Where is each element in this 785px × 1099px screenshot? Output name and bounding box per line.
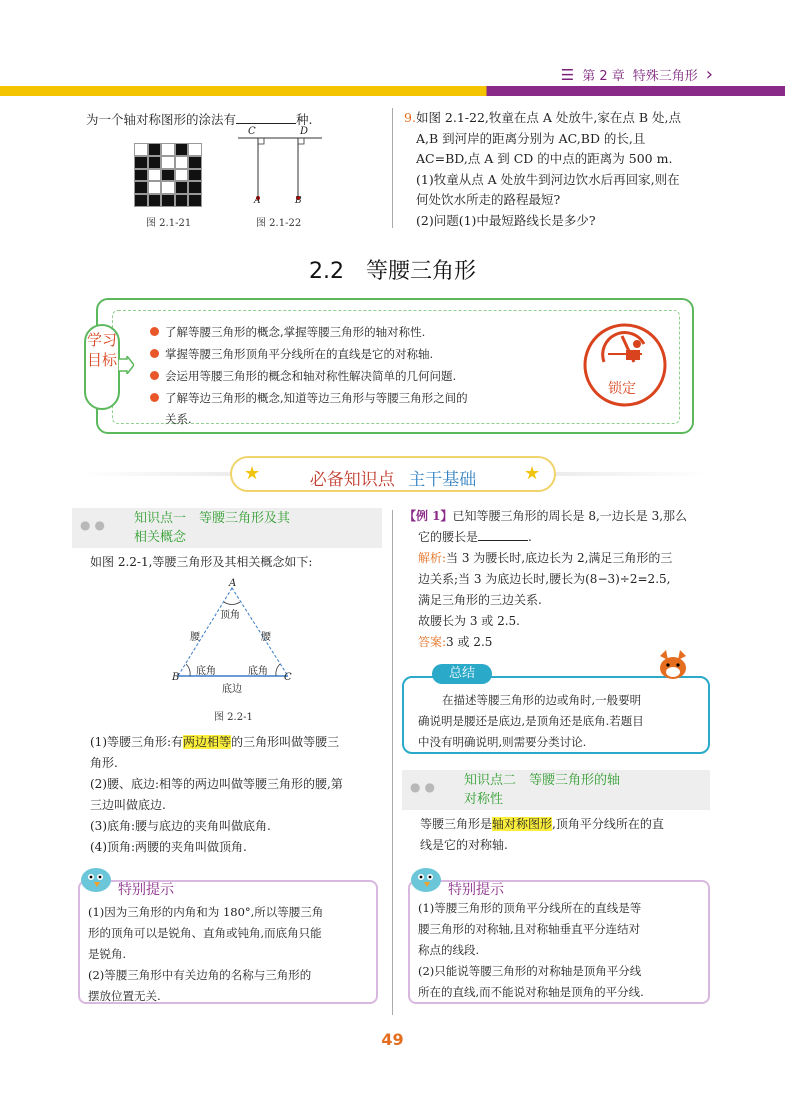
- grid-cell: [175, 169, 189, 182]
- tip1-content: [88, 902, 374, 1007]
- grid-cell: [134, 143, 148, 156]
- def-text: 的三角形叫做等腰三: [231, 735, 340, 749]
- fig-caption-2-1-21: 图 2.1-21: [146, 218, 192, 229]
- def-2: (2)腰、底边:相等的两边叫做等腰三角形的腰,第: [90, 777, 343, 791]
- chapter-title: 特殊三角形: [632, 69, 698, 84]
- def-text: (1)等腰三角形:有: [90, 735, 184, 749]
- kp1-definitions: [90, 732, 390, 858]
- fig-caption-2-1-22: 图 2.1-22: [256, 218, 302, 229]
- chapter-number: 第 2 章: [582, 69, 625, 84]
- grid-cell: [134, 156, 148, 169]
- kp1-title: [134, 509, 290, 547]
- vertex-C: C: [284, 672, 292, 683]
- grid-cell: [134, 169, 148, 182]
- fox-mascot-icon: [654, 648, 692, 682]
- chevron-right-icon[interactable]: ›: [705, 64, 713, 85]
- highlight-text: 两边相等: [183, 735, 232, 749]
- grid-cell: [188, 156, 202, 169]
- kp2-title: [464, 771, 620, 809]
- tip-line: 所在的直线,而不能说对称轴是顶角的平分线.: [418, 985, 644, 999]
- label-A: A: [254, 196, 261, 206]
- grid-cell: [161, 194, 175, 207]
- chapter-nav[interactable]: [561, 64, 713, 85]
- kp-dots: ●●: [80, 518, 109, 532]
- grid-cell: [161, 143, 175, 156]
- tip2-title: 特别提示: [448, 882, 504, 898]
- grid-cell: [148, 194, 162, 207]
- problem-number: 9.: [404, 110, 416, 125]
- grid-cell: [188, 181, 202, 194]
- kp2-line: [420, 814, 720, 835]
- goal-item-2: [150, 346, 433, 362]
- kp1-title-line2: 相关概念: [134, 530, 187, 545]
- vertex-A: A: [229, 578, 237, 589]
- answer-label: 答案:: [418, 635, 447, 649]
- goals-label: 学习目标: [84, 324, 120, 410]
- section-title: 2.2 等腰三角形: [309, 259, 476, 284]
- kp2-text: 等腰三角形是: [420, 817, 493, 831]
- label-C: C: [248, 126, 256, 137]
- tip-line: (2)等腰三角形中有关边角的名称与三角形的: [88, 968, 312, 982]
- grid-cell: [175, 194, 189, 207]
- tip-line: 摆放位置无关.: [88, 989, 161, 1003]
- highlight-text: 轴对称图形: [492, 817, 553, 831]
- grid-cell: [148, 143, 162, 156]
- bullet-icon: [150, 349, 159, 358]
- question-text-end: 种.: [296, 112, 313, 127]
- grid-cell: [175, 156, 189, 169]
- tip-line: 形的顶角可以是锐角、直角或钝角,而底角只能: [88, 926, 322, 940]
- answer-blank[interactable]: [478, 529, 528, 541]
- summary-line: 中没有明确说明,则需要分类讨论.: [418, 735, 587, 749]
- tip-line: 腰三角形的对称轴,且对称轴垂直平分连结对: [418, 922, 641, 936]
- bullet-icon: [150, 371, 159, 380]
- problem-9: [404, 108, 724, 231]
- goal-item-4: [150, 390, 468, 406]
- fig-caption-2-2-1: 图 2.2-1: [214, 712, 253, 723]
- bullet-icon: [150, 393, 159, 402]
- tip-line: (1)因为三角形的内角和为 180°,所以等腰三角: [88, 905, 324, 919]
- goal-item-1: [150, 324, 425, 340]
- grid-cell: [175, 181, 189, 194]
- grid-cell: [148, 169, 162, 182]
- kp2-line: 线是它的对称轴.: [420, 838, 508, 852]
- example-line: [404, 506, 724, 527]
- label-D: D: [300, 126, 309, 137]
- grid-cell: [175, 143, 189, 156]
- bullet-icon: [150, 327, 159, 336]
- tip-line: 称点的线段.: [418, 943, 480, 957]
- summary-line: 确说明是腰还是底边,是顶角还是底角.若题目: [418, 714, 644, 728]
- solution-line: 满足三角形的三边关系.: [418, 593, 542, 607]
- def-1: [90, 732, 390, 753]
- label-base: 底边: [222, 684, 242, 695]
- isosceles-triangle-figure: [168, 576, 298, 688]
- tip-line: 是锐角.: [88, 947, 127, 961]
- label-apex-angle: 顶角: [220, 610, 240, 621]
- label-base-angle-right: 底角: [248, 666, 268, 677]
- solution-label: 解析:: [418, 551, 447, 565]
- example-text: 它的腰长是: [418, 530, 479, 544]
- label-base-angle-left: 底角: [196, 666, 216, 677]
- grid-cell: [134, 194, 148, 207]
- banner-part-1: 必备知识点: [309, 470, 395, 490]
- tip-line: (1)等腰三角形的顶角平分线所在的直线是等: [418, 901, 642, 915]
- solution-line: 故腰长为 3 或 2.5.: [418, 614, 520, 628]
- goal-item-4-cont: 关系.: [165, 412, 192, 426]
- goal-text: 会运用等腰三角形的概念和轴对称性解决简单的几何问题.: [165, 369, 457, 383]
- kp-dots: ●●: [410, 780, 439, 794]
- summary-tag: 总结: [432, 664, 492, 684]
- solution-text: 当 3 为腰长时,底边长为 2,满足三角形的三: [446, 551, 673, 565]
- problem-line: (2)问题(1)中最短路线长是多少?: [416, 212, 596, 228]
- bird-mascot-icon: [78, 862, 114, 894]
- star-icon: ★: [244, 463, 261, 484]
- grid-cell: [148, 156, 162, 169]
- column-divider: [392, 510, 393, 1015]
- grid-cell: [188, 194, 202, 207]
- tip-line: (2)只能说等腰三角形的对称轴是顶角平分线: [418, 964, 642, 978]
- grid-figure: [134, 143, 202, 207]
- label-B: B: [295, 196, 302, 206]
- list-icon: ☰: [560, 65, 575, 84]
- kp2-title-line2: 对称性: [464, 792, 504, 807]
- arrow-right-icon: [118, 356, 134, 374]
- goal-text: 掌握等腰三角形顶角平分线所在的直线是它的对称轴.: [165, 347, 434, 361]
- grid-cell: [161, 169, 175, 182]
- problem-line: [404, 108, 724, 129]
- banner-title: [230, 465, 556, 490]
- label-leg-left: 腰: [190, 632, 200, 643]
- solution-line: [404, 548, 724, 569]
- tip1-title: 特别提示: [118, 882, 174, 898]
- problem-text: 如图 2.1-22,牧童在点 A 处放牛,家在点 B 处,点: [415, 110, 681, 125]
- kp1-title-line1: 知识点一 等腰三角形及其: [134, 511, 291, 526]
- star-icon: ★: [524, 463, 541, 484]
- goal-text: 了解等腰三角形的概念,掌握等腰三角形的轴对称性.: [165, 325, 426, 339]
- label-leg-right: 腰: [261, 632, 271, 643]
- goal-item-3: [150, 368, 456, 384]
- problem-line: AC=BD,点 A 到 CD 的中点的距离为 500 m.: [416, 151, 673, 166]
- problem-line: (1)牧童从点 A 处放牛到河边饮水后再回家,则在: [416, 171, 680, 187]
- problem-line: A,B 到河岸的距离分别为 AC,BD 的长,且: [416, 130, 646, 146]
- problem-line: 何处饮水所走的路程最短?: [416, 192, 561, 207]
- kp2-title-line1: 知识点二 等腰三角形的轴: [464, 773, 621, 788]
- grid-cell: [188, 143, 202, 156]
- solution-line: 边关系;当 3 为底边长时,腰长为(8−3)÷2=2.5,: [418, 572, 671, 586]
- grid-cell: [161, 156, 175, 169]
- summary-content: [418, 690, 710, 753]
- grid-cell: [148, 181, 162, 194]
- kp2-text: ,顶角平分线所在的直: [552, 817, 664, 831]
- def-1-cont: 角形.: [90, 756, 118, 770]
- example-text: 已知等腰三角形的周长是 8,一边长是 3,那么: [452, 509, 688, 523]
- def-3: (3)底角:腰与底边的夹角叫做底角.: [90, 819, 271, 833]
- goal-text: 了解等边三角形的概念,知道等边三角形与等腰三角形之间的: [165, 391, 468, 405]
- def-4: (4)顶角:两腰的夹角叫做顶角.: [90, 840, 247, 854]
- example-line: [404, 527, 724, 548]
- grid-cell: [188, 169, 202, 182]
- column-divider: [392, 108, 393, 228]
- def-2-cont: 三边叫做底边.: [90, 798, 166, 812]
- vertex-B: B: [172, 672, 180, 683]
- example-tag: 【例 1】: [404, 509, 453, 523]
- answer-text: 3 或 2.5: [446, 635, 493, 649]
- kp1-intro: 如图 2.2-1,等腰三角形及其相关概念如下:: [90, 555, 313, 569]
- kp2-content: [420, 814, 720, 856]
- grid-cell: [161, 181, 175, 194]
- question-text: 为一个轴对称图形的涂法有: [86, 112, 237, 127]
- page-number: 49: [381, 1030, 404, 1049]
- lock-badge-label: 锁定: [608, 381, 636, 397]
- example-1: [404, 506, 724, 653]
- banner-part-2: 主干基础: [408, 470, 477, 490]
- example-text: .: [528, 530, 532, 544]
- grid-cell: [134, 181, 148, 194]
- summary-line: 在描述等腰三角形的边或角时,一般要明: [442, 693, 642, 707]
- bird-mascot-icon: [408, 862, 444, 894]
- answer-blank[interactable]: [236, 112, 296, 124]
- tip2-content: [418, 898, 708, 1003]
- header-bar: [0, 86, 785, 96]
